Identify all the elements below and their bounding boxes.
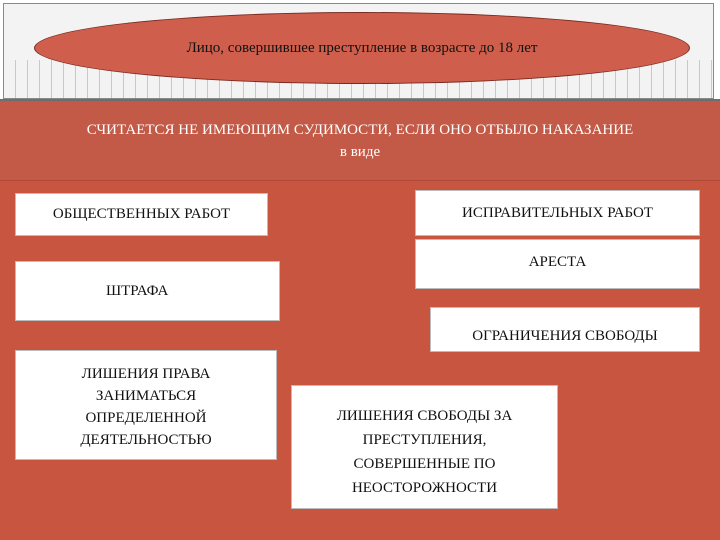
subject-text: Лицо, совершившее преступление в возрасте до 18 лет bbox=[186, 39, 538, 56]
box-community-work bbox=[15, 193, 268, 236]
header-line-2: в виде bbox=[339, 144, 381, 160]
box-restriction-of-freedom bbox=[430, 307, 700, 352]
box-deprivation-line-2: ЗАНИМАТЬСЯ bbox=[95, 388, 197, 404]
box-deprivation-line-3: ОПРЕДЕЛЕННОЙ bbox=[85, 410, 207, 426]
box-imprisonment-line-2: ПРЕСТУПЛЕНИЯ, bbox=[362, 432, 487, 448]
box-imprisonment-line-4: НЕОСТОРОЖНОСТИ bbox=[351, 480, 498, 496]
box-imprisonment-line-3: СОВЕРШЕННЫЕ ПО bbox=[353, 456, 496, 472]
box-corrective-work-label: ИСПРАВИТЕЛЬНЫХ РАБОТ bbox=[462, 204, 653, 221]
box-fine-label: ШТРАФА bbox=[106, 282, 169, 299]
box-restriction-label: ОГРАНИЧЕНИЯ СВОБОДЫ bbox=[472, 328, 658, 344]
box-community-work-label: ОБЩЕСТВЕННЫХ РАБОТ bbox=[52, 206, 231, 222]
header-line-1: СЧИТАЕТСЯ НЕ ИМЕЮЩИМ СУДИМОСТИ, ЕСЛИ ОНО ОТБЫЛО НАКАЗАНИЕ bbox=[86, 122, 634, 138]
box-deprivation-of-right bbox=[15, 350, 277, 460]
box-arrest-label: АРЕСТА bbox=[528, 254, 587, 270]
box-corrective-work bbox=[415, 190, 700, 236]
box-deprivation-line-1: ЛИШЕНИЯ ПРАВА bbox=[81, 366, 211, 382]
main-panel bbox=[0, 99, 720, 540]
box-imprisonment-line-1: ЛИШЕНИЯ СВОБОДЫ ЗА bbox=[336, 408, 513, 424]
box-arrest bbox=[415, 239, 700, 289]
subject-oval bbox=[34, 12, 690, 84]
box-fine bbox=[15, 261, 280, 321]
box-deprivation-line-4: ДЕЯТЕЛЬНОСТЬЮ bbox=[80, 432, 212, 448]
header-band bbox=[0, 101, 720, 181]
box-imprisonment-negligence bbox=[291, 385, 558, 509]
